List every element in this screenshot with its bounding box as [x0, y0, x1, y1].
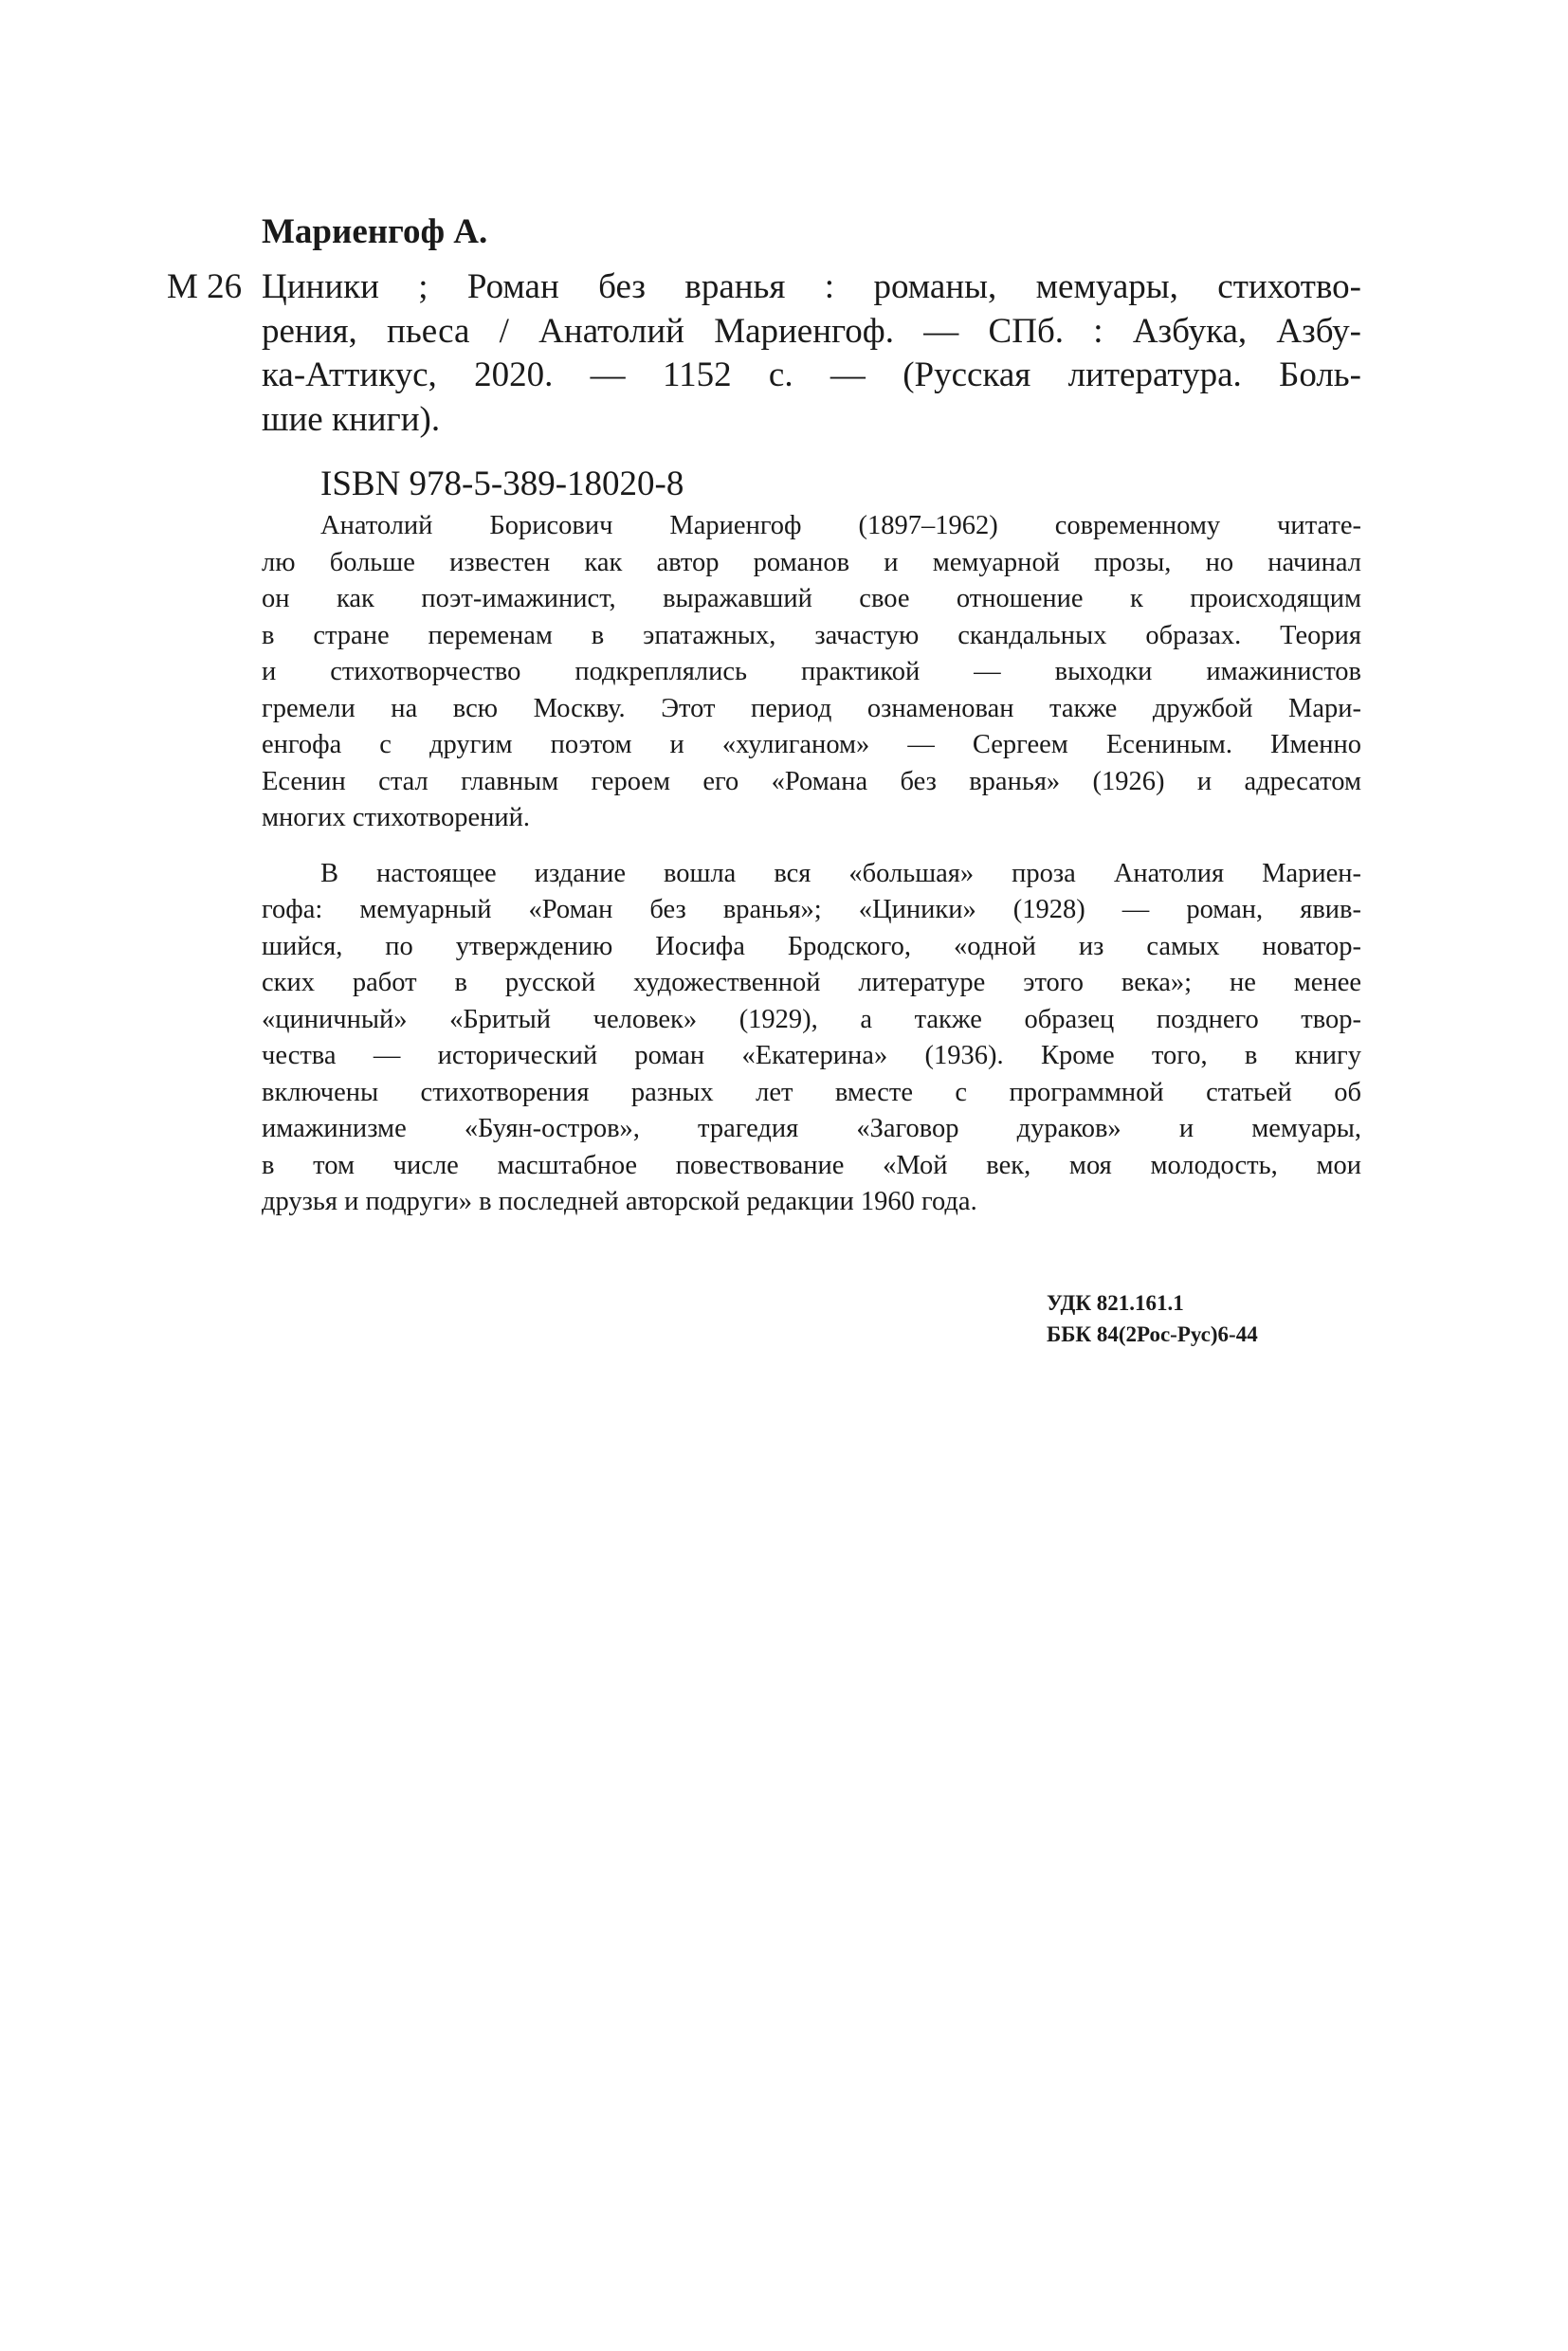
annotation-line: енгофа с другим поэтом и «хулиганом» — Сергеем Есениным. Именно — [262, 730, 1361, 759]
biblio-line: рения, пьеса / Анатолий Мариенгоф. — СПб. : Азбука, Азбу- — [262, 311, 1361, 351]
bibliographic-description — [262, 265, 1361, 442]
annotation-line: лю больше известен как автор романов и мемуарной прозы, но начинал — [262, 547, 1361, 577]
biblio-line: ка-Аттикус, 2020. — 1152 с. — (Русская литература. Боль- — [262, 355, 1361, 394]
annotation-line: ских работ в русской художественной литературе этого века»; не менее — [262, 968, 1361, 997]
biblio-line: шие книги). — [262, 399, 441, 439]
annotation-line: он как поэт-имажинист, выражавший свое отношение к происходящим — [262, 584, 1361, 613]
biblio-line: Циники ; Роман без вранья : романы, мемуары, стихотво- — [262, 267, 1361, 306]
bbk-code: ББК 84(2Рос-Рус)6-44 — [1047, 1322, 1258, 1346]
annotation-line: включены стихотворения разных лет вместе с программной статьей об — [262, 1077, 1361, 1107]
annotation-line: шийся, по утверждению Иосифа Бродского, «одной из самых новатор- — [262, 931, 1361, 961]
annotation-line: чества — исторический роман «Екатерина» (1936). Кроме того, в книгу — [262, 1041, 1361, 1070]
udk-code: УДК 821.161.1 — [1047, 1291, 1184, 1315]
author-heading: Мариенгоф А. — [262, 212, 488, 251]
annotation-paragraph-1 — [262, 508, 1361, 837]
annotation-line: Есенин стал главным героем его «Романа без вранья» (1926) и адресатом — [262, 766, 1361, 796]
annotation-line: имажинизме «Буян-остров», трагедия «Заговор дураков» и мемуары, — [262, 1114, 1361, 1143]
annotation-paragraph-2 — [262, 856, 1361, 1221]
annotation-line: гофа: мемуарный «Роман без вранья»; «Циники» (1928) — роман, явив- — [262, 895, 1361, 924]
annotation-line: и стихотворчество подкреплялись практикой — выходки имажинистов — [262, 657, 1361, 686]
annotation-line: многих стихотворений. — [262, 803, 530, 832]
annotation-line: в том числе масштабное повествование «Мой век, моя молодость, мои — [262, 1150, 1361, 1180]
classification-codes — [1047, 1287, 1258, 1350]
isbn: ISBN 978-5-389-18020-8 — [320, 465, 684, 503]
annotation-line: «циничный» «Бритый человек» (1929), а также образец позднего твор- — [262, 1004, 1361, 1034]
annotation-line: в стране переменам в эпатажных, зачастую скандальных образах. Теория — [262, 620, 1361, 650]
annotation-line: гремели на всю Москву. Этот период ознаменован также дружбой Мари- — [262, 693, 1361, 723]
author-sign-code: М 26 — [167, 267, 243, 306]
annotation — [262, 508, 1361, 1221]
annotation-line: друзья и подруги» в последней авторской редакции 1960 года. — [262, 1187, 977, 1216]
annotation-line: В настоящее издание вошла вся «большая» проза Анатолия Мариен- — [320, 858, 1361, 888]
annotation-line: Анатолий Борисович Мариенгоф (1897–1962) современному читате- — [320, 511, 1361, 540]
